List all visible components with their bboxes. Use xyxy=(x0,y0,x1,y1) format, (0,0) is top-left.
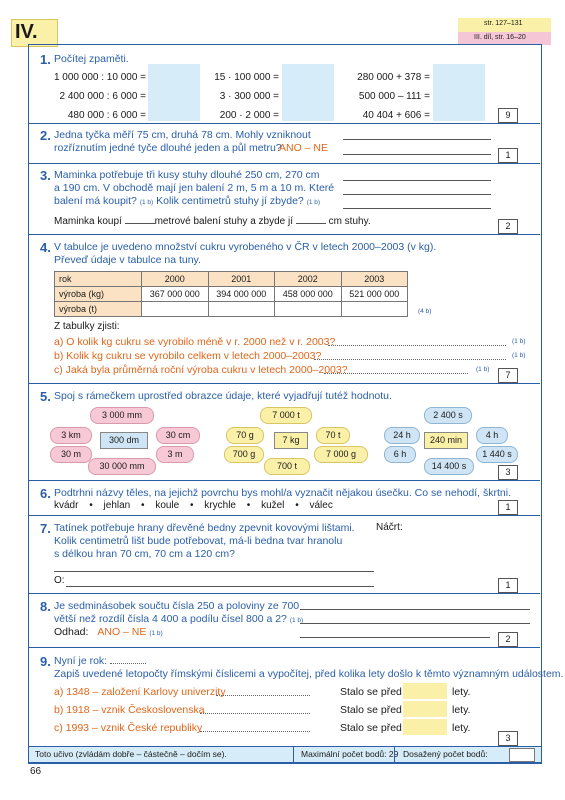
q1-expr: 3 · 300 000 = xyxy=(219,91,279,102)
q9-a: a) 1348 – založení Karlovy univerzity xyxy=(54,686,226,698)
divider xyxy=(29,480,540,481)
q7-answer-line[interactable] xyxy=(54,571,374,572)
q3-answer-sentence xyxy=(54,216,371,227)
q4-a-line[interactable] xyxy=(328,345,506,346)
table-cell: 367 000 000 xyxy=(142,287,209,302)
q9-c: c) 1993 – vznik České republiky xyxy=(54,722,203,734)
q5-value-pill[interactable]: 3 000 mm xyxy=(90,407,154,424)
q4-number: 4. xyxy=(40,240,51,255)
bullet: • xyxy=(190,500,194,511)
q4-c-line[interactable] xyxy=(324,373,468,374)
table-head: rok xyxy=(55,272,142,287)
q1-expr: 500 000 – 111 = xyxy=(358,91,430,102)
q8-points: (1 b) xyxy=(149,630,163,637)
q9-roman-line[interactable] xyxy=(216,695,310,696)
q9-lety: lety. xyxy=(452,722,471,734)
q3-answer-line[interactable] xyxy=(343,194,491,195)
solid-name[interactable]: jehlan xyxy=(103,500,131,511)
table-row-label: výroba (kg) xyxy=(55,287,142,302)
q8-answer-line[interactable] xyxy=(300,609,530,610)
q3-line3 xyxy=(54,195,320,209)
q9-stalo: Stalo se před xyxy=(340,704,402,716)
footer-achieved-box[interactable] xyxy=(509,748,535,762)
divider xyxy=(29,383,540,384)
q9-year-label: Nyní je rok: xyxy=(54,655,108,667)
table-head: 2003 xyxy=(341,272,408,287)
q3-blank-rest[interactable] xyxy=(296,223,326,224)
table-head: 2002 xyxy=(275,272,342,287)
q1-expr: 40 404 + 606 = xyxy=(362,110,430,121)
solid-name[interactable]: krychle xyxy=(204,500,236,511)
q7-score-box[interactable]: 1 xyxy=(498,578,518,593)
q6-text: Podtrhni názvy těles, na jejichž povrchu bys mohl/a vyznačit nějakou úsečku. Co se nehodí, škrtni. xyxy=(54,487,511,499)
q1-expr: 280 000 + 378 = xyxy=(357,72,430,83)
q3-blank-size[interactable] xyxy=(125,223,155,224)
q5-value-pill[interactable]: 700 g xyxy=(224,446,264,463)
solid-name[interactable]: kužel xyxy=(261,500,285,511)
q3-points: (1 b) xyxy=(306,199,321,206)
q3-line3a: balení má koupit? xyxy=(54,195,137,207)
sugar-table xyxy=(54,271,408,317)
q9-score-box[interactable]: 3 xyxy=(498,731,518,746)
q1-expr: 200 · 2 000 = xyxy=(219,110,279,121)
q7-line3: s délkou hran 70 cm, 70 cm a 120 cm? xyxy=(54,548,235,560)
q5-text: Spoj s rámečkem uprostřed obrazce údaje, které vyjadřují tutéž hodnotu. xyxy=(54,390,392,402)
q8-line1: Je sedminásobek součtu čísla 250 a poloviny ze 700 xyxy=(54,600,300,612)
footer-divider xyxy=(394,747,395,762)
q1-expr: 480 000 : 6 000 = xyxy=(67,110,146,121)
divider xyxy=(29,123,540,124)
q1-expr: 2 400 000 : 6 000 = xyxy=(59,91,146,102)
q1-score-box[interactable]: 9 xyxy=(498,108,518,123)
q3-score-box[interactable]: 2 xyxy=(498,219,518,234)
q1-text: Počítej zpaměti. xyxy=(54,53,129,65)
q3-points: (1 b) xyxy=(139,199,154,206)
q3-answer-line[interactable] xyxy=(343,208,491,209)
q5-center-box[interactable]: 240 min xyxy=(424,432,468,449)
q9-lety: lety. xyxy=(452,704,471,716)
q9-line1: Nyní je rok: . xyxy=(54,655,147,667)
divider xyxy=(29,647,540,648)
bullet: • xyxy=(89,500,93,511)
q4-c-points: (1 b) xyxy=(476,366,490,373)
q2-number: 2. xyxy=(40,128,51,143)
q3-line3b: Kolik centimetrů stuhy jí zbyde? xyxy=(156,195,304,207)
q2-answer-line[interactable] xyxy=(343,139,491,140)
q9-line2: Zapiš uvedené letopočty římskými číslicemi a vypočítej, před kolika lety došlo k těmto významným událostem. xyxy=(54,668,564,680)
q9-stalo: Stalo se před xyxy=(340,686,402,698)
q7-line2: Kolik centimetrů lišt bude potřebovat, má-li bedna tvar hranolu xyxy=(54,535,343,547)
q8-answer-line[interactable] xyxy=(300,623,530,624)
q4-a-points: (1 b) xyxy=(512,338,526,345)
q5-value-pill[interactable]: 4 h xyxy=(476,427,508,444)
q8-number: 8. xyxy=(40,599,51,614)
q9-answer-box[interactable] xyxy=(403,683,447,699)
q4-line2: Převeď údaje v tabulce na tuny. xyxy=(54,254,201,266)
q7-o-label: O: xyxy=(54,575,65,586)
q1-col2 xyxy=(205,68,279,125)
q7-number: 7. xyxy=(40,521,51,536)
q5-value-pill[interactable]: 3 km xyxy=(50,427,92,444)
unit-title: IV. xyxy=(15,21,38,43)
q8-estimate xyxy=(54,626,163,640)
q1-col3 xyxy=(340,68,430,125)
q5-value-pill[interactable]: 3 m xyxy=(156,446,194,463)
divider xyxy=(29,163,540,164)
bullet: • xyxy=(295,500,299,511)
q6-solids-list xyxy=(54,500,333,511)
q8-points: (1 b) xyxy=(289,617,304,624)
footer-bar xyxy=(28,746,542,763)
q6-score-box[interactable]: 1 xyxy=(498,500,518,515)
q4-b-line[interactable] xyxy=(314,359,506,360)
page-number: 66 xyxy=(30,766,42,777)
q5-value-pill[interactable]: 14 400 s xyxy=(424,458,474,475)
footer-self-eval: Toto učivo (zvládám dobře – částečně – dočím se). xyxy=(35,749,227,759)
q4-zjisti: Z tabulky zjisti: xyxy=(54,321,120,332)
q3-answer-line[interactable] xyxy=(343,180,491,181)
q1-expr: 15 · 100 000 = xyxy=(214,72,279,83)
q5-value-pill[interactable]: 30 000 mm xyxy=(88,458,156,475)
q5-value-pill[interactable]: 6 h xyxy=(384,446,416,463)
q2-score-box[interactable]: 1 xyxy=(498,148,518,163)
q3-ans-c: cm stuhy. xyxy=(328,216,371,227)
q5-value-pill[interactable]: 30 cm xyxy=(156,427,200,444)
q9-lety: lety. xyxy=(452,686,471,698)
q3-ans-b: metrové balení stuhy a zbyde jí xyxy=(154,216,294,227)
q8-ano-ne[interactable]: ANO – NE xyxy=(97,626,147,638)
footer-max-points: Maximální počet bodů: 29 xyxy=(301,749,399,759)
q5-value-pill[interactable]: 2 400 s xyxy=(424,407,472,424)
bullet: • xyxy=(246,500,251,511)
q3-ans-a: Maminka koupí xyxy=(54,216,122,227)
q5-value-pill[interactable]: 70 t xyxy=(316,427,350,444)
q9-answer-box[interactable] xyxy=(403,701,447,717)
q8-odhad: Odhad: xyxy=(54,626,89,638)
q4-c: c) Jaká byla průměrná roční výroba cukru v letech 2000–2003? xyxy=(54,364,348,376)
q1-answer-box[interactable] xyxy=(433,64,485,121)
q9-roman-line[interactable] xyxy=(200,731,310,732)
q4-b: b) Kolik kg cukru se vyrobilo celkem v letech 2000–2003? xyxy=(54,350,322,362)
q8-score-box[interactable]: 2 xyxy=(498,632,518,647)
q5-value-pill[interactable]: 700 t xyxy=(264,458,310,475)
q2-line2: rozříznutím jedné tyče dlouhé jeden a půl metru? xyxy=(54,142,282,154)
q5-value-pill[interactable]: 1 440 s xyxy=(476,446,518,463)
q9-answer-box[interactable] xyxy=(403,719,447,735)
q7-sketch-label: Náčrt: xyxy=(376,522,403,533)
q7-line1: Tatínek potřebuje hrany dřevěné bedny zpevnit kovovými lištami. xyxy=(54,522,355,534)
divider xyxy=(29,593,540,594)
q9-number: 9. xyxy=(40,654,51,669)
q6-number: 6. xyxy=(40,486,51,501)
q1-expr: 1 000 000 : 10 000 = xyxy=(53,72,146,83)
q4-b-points: (1 b) xyxy=(512,352,526,359)
q1-number: 1. xyxy=(40,52,51,67)
table-answer-cell[interactable] xyxy=(142,302,209,317)
solid-name[interactable]: kvádr xyxy=(54,500,79,511)
q5-value-pill[interactable]: 30 m xyxy=(50,446,92,463)
q1-answer-box[interactable] xyxy=(282,64,334,121)
table-head: 2000 xyxy=(142,272,209,287)
q8-line2 xyxy=(54,613,303,627)
q5-score-box[interactable]: 3 xyxy=(498,465,518,480)
table-cell: 521 000 000 xyxy=(341,287,408,302)
q9-roman-line[interactable] xyxy=(200,713,310,714)
q8-line2-text: větší než rozdíl čísla 4 400 a podílu čísel 800 a 2? xyxy=(54,613,287,625)
footer-divider xyxy=(293,747,294,762)
table-row-label: výroba (t) xyxy=(55,302,142,317)
q4-score-box[interactable]: 7 xyxy=(498,368,518,383)
q4-a: a) O kolik kg cukru se vyrobilo méně v r. 2000 než v r. 2003? xyxy=(54,336,336,348)
bullet: • xyxy=(141,500,145,511)
divider xyxy=(29,515,540,516)
q3-line2: a 190 cm. V obchodě mají jen balení 2 m, 5 m a 10 m. Které xyxy=(54,182,335,194)
table-head: 2001 xyxy=(208,272,275,287)
q5-center-box[interactable]: 7 kg xyxy=(274,432,308,449)
q7-o-line[interactable] xyxy=(66,586,374,587)
q4-line1: V tabulce je uvedeno množství cukru vyrobeného v ČR v letech 2000–2003 (v kg). xyxy=(54,241,437,253)
q9-stalo: Stalo se před xyxy=(340,722,402,734)
q1-answer-box[interactable] xyxy=(148,64,200,121)
q4-table-points: (4 b) xyxy=(418,308,432,315)
q5-value-pill[interactable]: 7 000 t xyxy=(260,407,312,424)
divider xyxy=(29,234,540,235)
q5-number: 5. xyxy=(40,389,51,404)
q2-answer-line[interactable] xyxy=(343,154,491,155)
footer-achieved-points: Dosažený počet bodů: xyxy=(403,749,488,759)
q5-value-pill[interactable]: 70 g xyxy=(226,427,264,444)
table-answer-cell[interactable] xyxy=(275,302,342,317)
solid-name[interactable]: válec xyxy=(309,500,333,511)
table-answer-cell[interactable] xyxy=(208,302,275,317)
q2-ano-ne[interactable]: ANO – NE xyxy=(279,142,329,154)
q3-line1: Maminka potřebuje tři kusy stuhy dlouhé 250 cm, 270 cm xyxy=(54,169,320,181)
q3-number: 3. xyxy=(40,168,51,183)
q5-value-pill[interactable]: 24 h xyxy=(384,427,420,444)
q8-answer-line[interactable] xyxy=(300,637,490,638)
ref-pages: str. 127–131 xyxy=(484,20,523,27)
q5-center-box[interactable]: 300 dm xyxy=(100,432,148,449)
table-cell: 394 000 000 xyxy=(208,287,275,302)
table-cell: 458 000 000 xyxy=(275,287,342,302)
table-answer-cell[interactable] xyxy=(341,302,408,317)
q2-line1: Jedna tyčka měří 75 cm, druhá 78 cm. Mohly vzniknout xyxy=(54,129,311,141)
ref-part: III. díl, str. 16–20 xyxy=(474,34,526,41)
q5-value-pill[interactable]: 7 000 g xyxy=(314,446,368,463)
q9-b: b) 1918 – vznik Československa xyxy=(54,704,205,716)
q9-year-blank[interactable] xyxy=(110,663,144,664)
q1-col1 xyxy=(40,68,146,125)
solid-name[interactable]: koule xyxy=(155,500,180,511)
